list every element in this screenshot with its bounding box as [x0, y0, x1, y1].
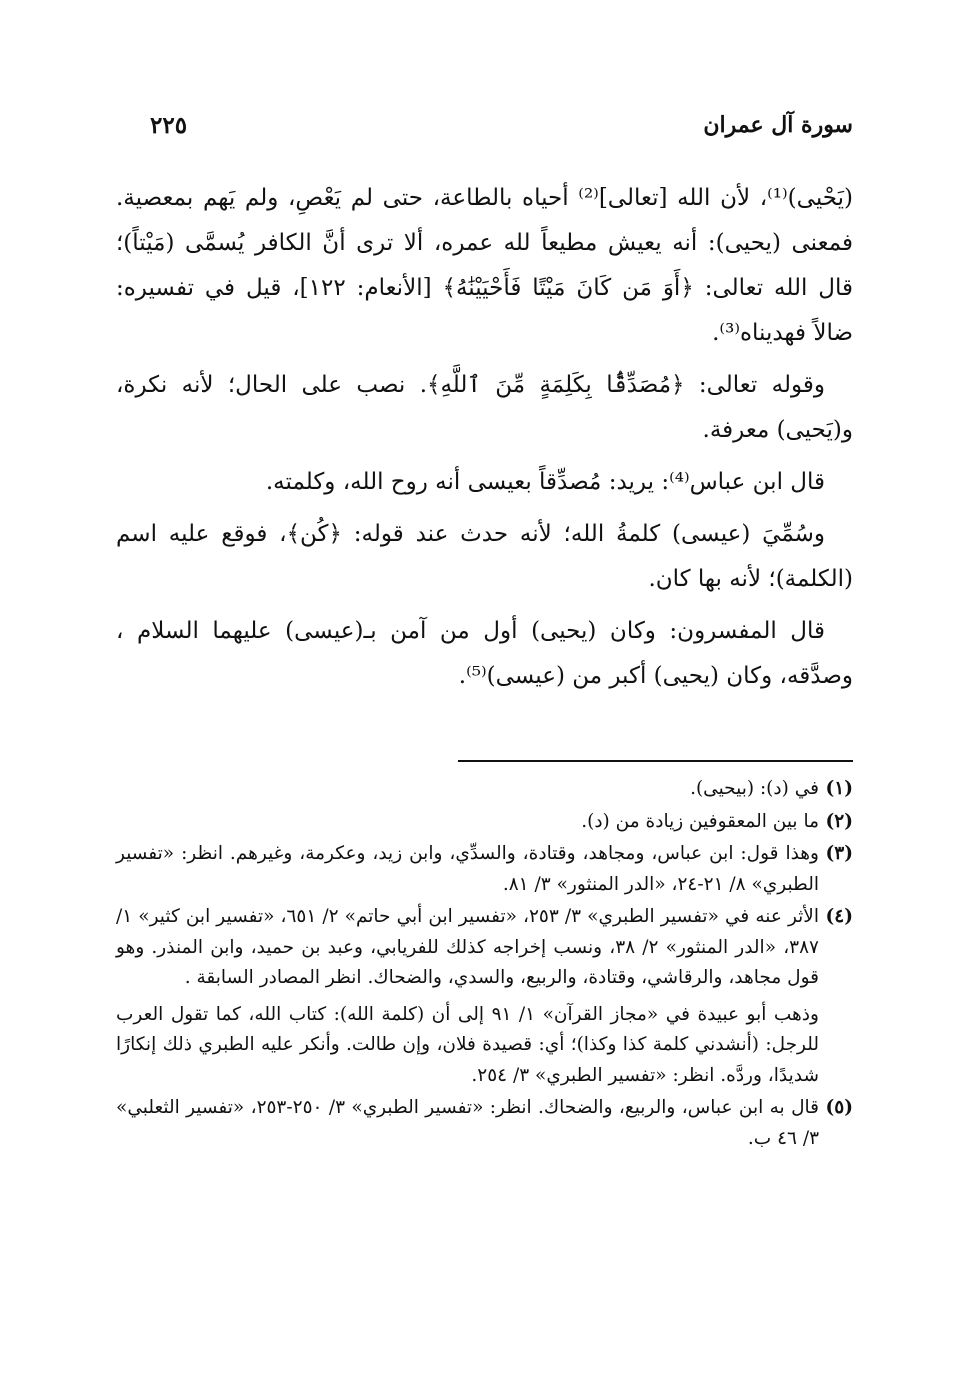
paragraph-mufassirun: قال المفسرون: وكان (يحيى) أول من آمن بـ(عيسى) عليهما السلام ، وصدَّقه، وكان (يحيى) أكبر من (عيسى)⁽⁵⁾. [116, 618, 853, 689]
footnote-text: الأثر عنه في «تفسير الطبري» ٣/ ٢٥٣، «تفسير ابن أبي حاتم» ٢/ ٦٥١، «تفسير ابن كثير» ١/ ٣٨٧، «الدر المنثور» ٢/ ٣٨، ونسب إخراجه كذلك للفريابي، وعبد بن حميد، وابن المنذر. وهو قول مجاهد، والرقاشي، وقتادة، والربيع، والسدي، والضحاك. انظر المصادر السابقة . [116, 906, 819, 988]
footnote-number: (٤) [825, 906, 853, 927]
footnote-3 [116, 839, 853, 900]
page-number: ٢٢٥ [150, 112, 188, 139]
footnote-text: ما بين المعقوفين زيادة من (د). [581, 810, 819, 832]
surah-title: سورة آل عمران [703, 112, 853, 138]
paragraph-musaddiq: وقوله تعالى: ﴿مُصَدِّقًۢا بِكَلِمَةٍ مِّنَ ٱللَّهِ﴾. نصب على الحال؛ لأنه نكرة، و(يَحيى) معرفة. [116, 372, 853, 443]
footnote-text: وهذا قول: ابن عباس، ومجاهد، وقتادة، والسدِّي، وابن زيد، وعكرمة، وغيرهم. انظر: «تفسير الطبري» ٨/ ٢١-٢٤، «الدر المنثور» ٣/ ٨١. [116, 843, 819, 895]
main-text [116, 176, 853, 706]
footnote-separator [458, 760, 853, 762]
page-header [150, 112, 853, 152]
footnote-5 [116, 1093, 853, 1154]
footnote-number: (٢) [825, 810, 853, 832]
footnotes [116, 774, 853, 1156]
paragraph-yahya-meaning: (يَحْيى)⁽¹⁾، لأن الله [تعالى]⁽²⁾ أحياه بالطاعة، حتى لم يَعْصِ، ولم يَهم بمعصية. فمعنى (يحيى): أنه يعيش مطيعاً لله عمره، ألا ترى أنَّ الكافر يُسمَّى (مَيْتاً)؛ قال الله تعالى: ﴿أَوَ مَن كَانَ مَيْتًا فَأَحْيَيْنَٰهُ﴾ [الأنعام: ١٢٢]، قيل في تفسيره: ضالاً فهديناه⁽³⁾. [116, 185, 853, 346]
footnote-number: (٥) [825, 1097, 853, 1118]
footnote-text: قال به ابن عباس، والربيع، والضحاك. انظر: «تفسير الطبري» ٣/ ٢٥٠-٢٥٣، «تفسير الثعلبي» ٣/ ٤٦ ب. [116, 1097, 819, 1149]
footnote-text-continued: وذهب أبو عبيدة في «مجاز القرآن» ١/ ٩١ إلى أن (كلمة الله): كتاب الله، كما تقول العرب للرجل: (أنشدني كلمة كذا وكذا)؛ أي: قصيدة فلان، وإن طالت. وأنكر عليه الطبري ذلك إنكارًا شديدًا، وردَّه. انظر: «تفسير الطبري» ٣/ ٢٥٤. [116, 1003, 819, 1086]
paragraph-ibn-abbas: قال ابن عباس⁽⁴⁾: يريد: مُصدِّقاً بعيسى أنه روح الله، وكلمته. [265, 469, 825, 495]
footnote-4 [116, 902, 853, 1091]
footnote-2 [116, 807, 853, 838]
footnote-1 [116, 774, 853, 805]
footnote-text: في (د): (بيحيى). [690, 778, 819, 799]
paragraph-isa-kalima: وسُمِّيَ (عيسى) كلمةُ الله؛ لأنه حدث عند قوله: ﴿كُن﴾، فوقع عليه اسم (الكلمة)؛ لأنه بها كان. [116, 521, 853, 592]
footnote-number: (١) [825, 778, 853, 799]
footnote-number: (٣) [825, 843, 853, 864]
